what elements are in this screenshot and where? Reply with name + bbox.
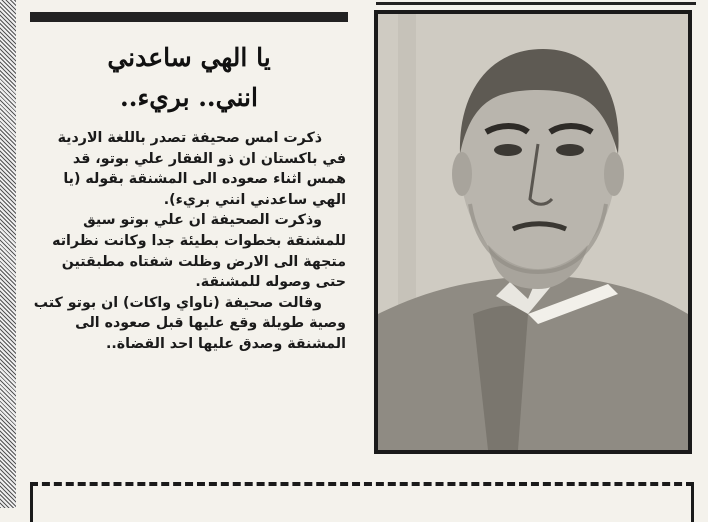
photo-top-rule [376,2,696,5]
page-edge-hatching [0,0,16,508]
article-body [32,128,346,355]
next-article-frame [30,482,694,522]
column-top-rule [30,12,348,22]
news-article [32,38,346,478]
portrait-illustration [378,14,688,450]
article-headline [32,38,346,118]
article-paragraph: وذكرت الصحيفة ان علي بوتو سيق للمشنقة بخطوات بطيئة جدا وكانت نظراته متجهة الى الارض وظلت شفتاه مطبقتين حتى وصوله للمشنقة. [52,212,346,291]
headline-line-1: يا الهي ساعدني [107,43,271,72]
article-paragraph: ذكرت امس صحيفة تصدر باللغة الاردية في باكستان ان ذو الفقار علي بوتو، قد همس اثناء صعوده الى المشنقة بقوله (يا الهي ساعدني انني بريء). [57,130,346,208]
article-paragraph: وقالت صحيفة (ناواي واكات) ان بوتو كتب وصية طويلة وقع عليها قبل صعوده الى المشنقة وصدق عليها احد القضاة.. [33,294,346,352]
headline-line-2: انني.. بريء.. [120,83,258,112]
portrait-photo [374,10,692,454]
